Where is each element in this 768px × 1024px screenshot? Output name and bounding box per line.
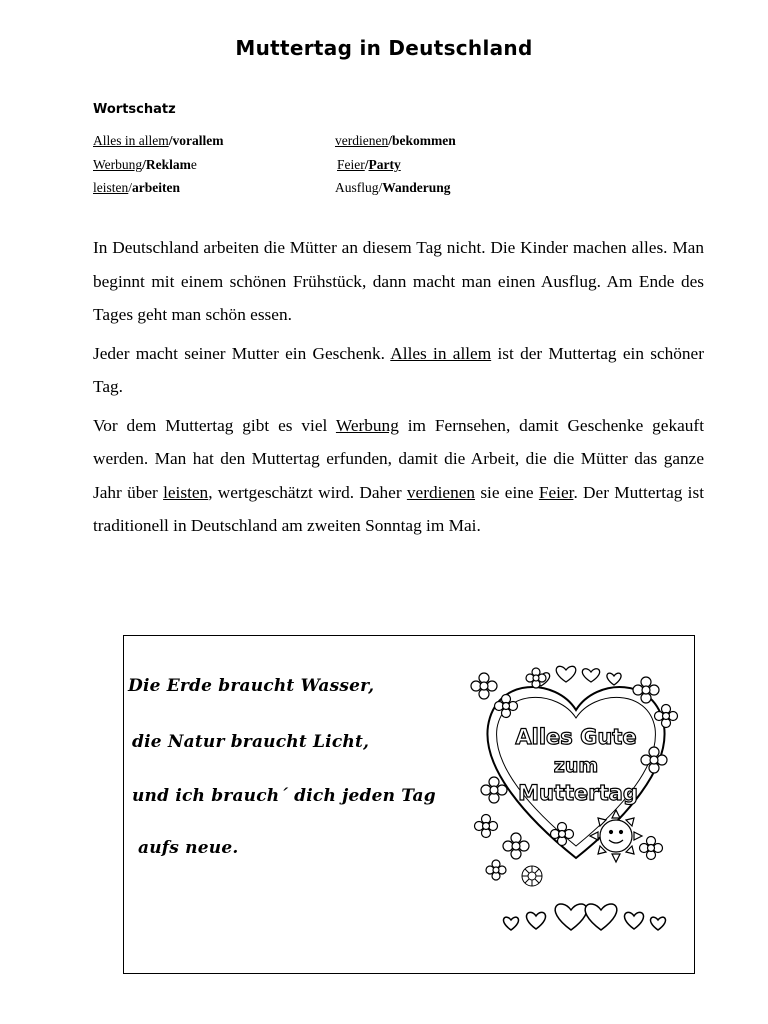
vocab-separator: / xyxy=(388,133,392,148)
vocab-separator: / xyxy=(364,157,369,172)
vocab-separator: / xyxy=(142,157,146,172)
underlined-term: verdienen xyxy=(406,482,476,502)
vocab-item xyxy=(335,133,456,149)
paragraph-text: im Fernsehen, damit Geschenke gekauft werden. Man hat den Muttertag erfunden, damit die Arbeit, die die Mütter das ganze Jahr über xyxy=(93,415,704,502)
vocab-separator: / xyxy=(378,180,383,195)
heart-flowers-drawing xyxy=(466,648,686,938)
poem-box xyxy=(123,635,695,974)
vocab-synonym: bekommen xyxy=(392,133,456,148)
vocab-term: verdienen xyxy=(335,133,389,148)
paragraph-text: sie eine xyxy=(475,482,539,502)
poem-line: die Natur braucht Licht, xyxy=(132,732,370,752)
card-text-line-3: Muttertag xyxy=(518,781,638,805)
underlined-term: Alles in allem xyxy=(390,343,492,363)
vocab-item xyxy=(337,157,401,173)
paragraph-text: Vor dem Muttertag gibt es viel xyxy=(93,415,336,435)
vocab-separator: / xyxy=(128,180,133,195)
vocab-item xyxy=(93,180,180,196)
vocabulary-heading: Wortschatz xyxy=(93,102,176,117)
page-title: Muttertag in Deutschland xyxy=(235,36,533,60)
vocab-separator: / xyxy=(168,133,173,148)
mothers-day-card-illustration xyxy=(466,648,686,938)
paragraph-text: ist der Muttertag ein schöner Tag. xyxy=(93,343,704,396)
vocab-synonym: Party xyxy=(368,157,401,172)
vocab-synonym: vorallem xyxy=(172,133,224,148)
poem-line: aufs neue. xyxy=(138,838,239,858)
vocab-term: Feier xyxy=(337,157,365,172)
paragraph-3 xyxy=(93,409,704,543)
vocab-suffix: e xyxy=(190,157,197,172)
vocab-term: Werbung xyxy=(93,157,143,172)
paragraph-text: , wertgeschätzt wird. Daher xyxy=(208,482,407,502)
paragraph-2 xyxy=(93,337,704,404)
poem-line: Die Erde braucht Wasser, xyxy=(128,676,375,696)
vocab-synonym: Wanderung xyxy=(382,180,451,195)
paragraph-text: Jeder macht seiner Mutter ein Geschenk. xyxy=(93,343,391,363)
underlined-term: leisten xyxy=(163,482,209,502)
vocab-synonym: Reklam xyxy=(145,157,191,172)
paragraph-1: In Deutschland arbeiten die Mütter an diesem Tag nicht. Die Kinder machen alles. Man beginnt mit einem schönen Frühstück, dann macht man einen Ausflug. Am Ende des Tages geht man schön essen. xyxy=(93,238,704,324)
vocab-item xyxy=(93,157,197,173)
paragraph-text: . Der Muttertag ist traditionell in Deutschland am zweiten Sonntag im Mai. xyxy=(93,482,704,535)
vocab-synonym: arbeiten xyxy=(132,180,181,195)
underlined-term: Werbung xyxy=(335,415,399,435)
body-text xyxy=(93,231,704,548)
vocab-term: Alles in allem xyxy=(93,133,169,148)
vocab-term: leisten xyxy=(93,180,129,195)
underlined-term: Feier xyxy=(538,482,574,502)
vocab-item xyxy=(93,133,223,149)
card-text-line-1: Alles Gute xyxy=(515,725,637,749)
card-text-line-2: zum xyxy=(553,755,599,777)
vocab-item xyxy=(335,180,451,196)
poem-line: und ich brauch´ dich jeden Tag xyxy=(132,786,436,806)
vocab-term: Ausflug xyxy=(335,180,379,195)
